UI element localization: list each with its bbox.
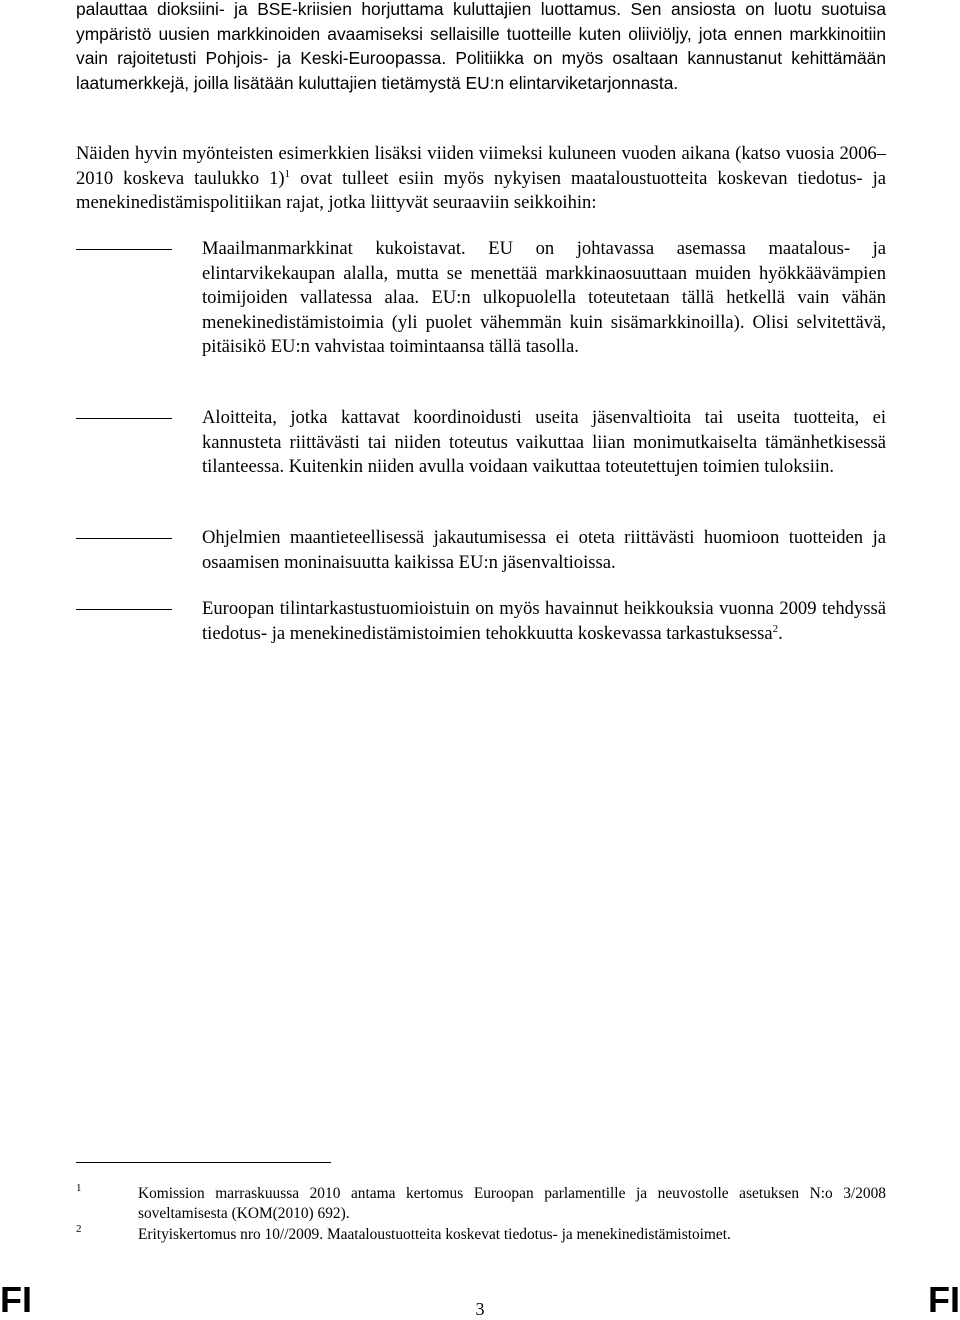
bullet-item <box>76 526 886 575</box>
language-code-right: FI <box>928 1279 960 1320</box>
bullet-text-end: . <box>778 622 783 644</box>
dash-bullet-icon <box>76 609 172 610</box>
bullet-item <box>76 597 886 646</box>
paragraph-intro: palauttaa dioksiini- ja BSE-kriisien horjuttama kuluttajien luottamus. Sen ansiosta on luotu suotuisa ympäristö uusien markkinoiden avaamiseksi sellaisille tuotteille kuten oliiviöljy, jota ennen markkinoitiin vain rajoitetusti Pohjois- ja Keski-Euroopassa. Politiikka on myös osaltaan kannustanut kehittämään laatumerkkejä, joilla lisätään kuluttajien tietämystä EU:n elintarviketarjonnasta. <box>76 0 886 93</box>
dash-bullet-icon <box>76 418 172 419</box>
paragraph-limitations-text-cont: ovat tulleet esiin myös nykyisen maataloustuotteita koskevan tiedotus- ja menekinedistämispolitiikan rajat, jotka liittyvät seuraaviin seikkoihin: <box>76 167 887 214</box>
footnote-2 <box>76 1225 886 1245</box>
footnote-ref-2[interactable]: 2 <box>772 622 779 635</box>
footnote-number: 2 <box>76 1223 82 1235</box>
footnote-separator <box>76 1162 331 1163</box>
bullet-text: Aloitteita, jotka kattavat koordinoidusti useita jäsenvaltioita tai useita tuotteita, ei kannusteta riittävästi tai niiden toteutus vaikuttaa liian monimutkaiselta tämänhetkisessä tilanteessa. Kuitenkin niiden avulla voidaan vaikuttaa toteutettujen toimien tuloksiin. <box>202 407 886 478</box>
bullet-text: Ohjelmien maantieteellisessä jakautumisessa ei oteta riittävästi huomioon tuotteiden ja osaamisen moninaisuutta kaikissa EU:n jäsenvaltioissa. <box>202 527 886 573</box>
page-number: 3 <box>475 1299 485 1319</box>
paragraph-limitations <box>76 142 886 216</box>
footnote-text: Erityiskertomus nro 10//2009. Maataloustuotteita koskevat tiedotus- ja menekinedistämistoimet. <box>138 1226 731 1243</box>
footnote-1 <box>76 1184 886 1224</box>
footnote-ref-1[interactable]: 1 <box>284 167 291 180</box>
footnote-text: Komission marraskuussa 2010 antama kertomus Euroopan parlamentille ja neuvostolle asetuksen N:o 3/2008 soveltamisesta (KOM(2010) 692). <box>138 1185 886 1222</box>
bullet-item <box>76 406 886 480</box>
bullet-text <box>202 597 886 646</box>
dash-bullet-icon <box>76 538 172 539</box>
bullet-text: Maailmanmarkkinat kukoistavat. EU on johtavassa asemassa maatalous- ja elintarvikekaupan alalla, mutta se menettää markkinaosuuttaan muiden hyökkäävämpien toimijoiden vallatessa alaa. EU:n ulkopuolella toteutetaan tällä hetkellä vain vähän menekinedistämistoimia (yli puolet vähemmän kuin sisämarkkinoilla). Olisi selvitettävä, pitäisikö EU:n vahvistaa toimintaansa tällä tasolla. <box>202 238 886 358</box>
bullet-text-part: Euroopan tilintarkastustuomioistuin on myös havainnut heikkouksia vuonna 2009 tehdyssä tiedotus- ja menekinedistämistoimien tehokkuutta koskevassa tarkastuksessa <box>202 598 886 644</box>
bullet-item <box>76 237 886 360</box>
language-code-left: FI <box>0 1279 32 1320</box>
paragraph-limitations-text: Näiden hyvin myönteisten esimerkkien lisäksi viiden viimeksi kuluneen vuoden aikana (katso vuosia 2006–2010 koskeva taulukko 1) <box>76 143 886 189</box>
footnote-number: 1 <box>76 1182 82 1194</box>
dash-bullet-icon <box>76 249 172 250</box>
